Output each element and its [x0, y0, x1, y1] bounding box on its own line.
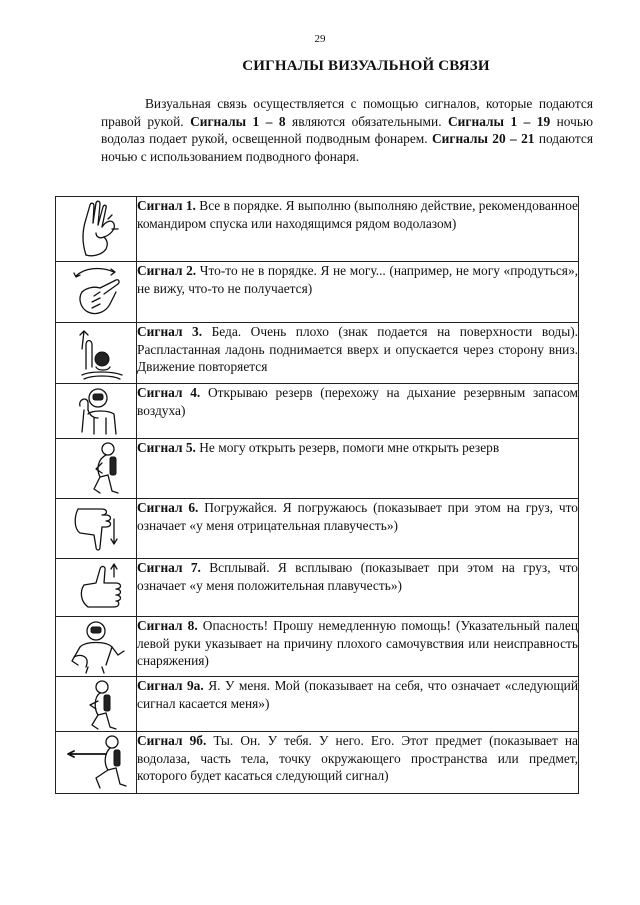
signal-picture-cell [56, 559, 137, 617]
page-title: СИГНАЛЫ ВИЗУАЛЬНОЙ СВЯЗИ [242, 58, 490, 74]
signal-row [56, 323, 579, 384]
signal-text: Всплывай. Я всплываю (показывает при этом на груз, что означает «у меня положительная плавучесть») [137, 560, 578, 593]
intro-bold-3: Сигналы 20 – 21 [431, 131, 535, 146]
signal-row [56, 262, 579, 323]
signal-text: Я. У меня. Мой (показывает на себя, что означает «следующий сигнал касается меня») [137, 678, 578, 711]
signal-label: Сигнал 6. [137, 500, 199, 515]
intro-text-2: являются обязательными. [285, 113, 449, 129]
diver-reserve-icon [56, 439, 136, 498]
signal-description [137, 677, 579, 732]
signal-row [56, 559, 579, 617]
signal-picture-cell [56, 439, 137, 499]
signal-picture-cell [56, 384, 137, 439]
intro-paragraph [101, 95, 593, 165]
signal-picture-cell [56, 197, 137, 262]
signal-text: Открываю резерв (перехожу на дыхание резервным запасом воздуха) [137, 385, 578, 418]
ok-hand-icon [56, 197, 136, 261]
signal-row [56, 677, 579, 732]
rocking-hand-icon [56, 262, 136, 322]
signal-description [137, 617, 579, 677]
signal-label: Сигнал 7. [137, 560, 201, 575]
signal-description [137, 197, 579, 262]
signal-label: Сигнал 2. [137, 263, 197, 278]
signal-picture-cell [56, 262, 137, 323]
signal-label: Сигнал 5. [137, 440, 196, 455]
signal-label: Сигнал 9б. [137, 733, 207, 748]
thumb-up-icon [56, 559, 136, 616]
page-number: 29 [314, 33, 326, 45]
signal-description [137, 499, 579, 559]
signal-label: Сигнал 8. [137, 618, 198, 633]
signal-label: Сигнал 3. [137, 324, 203, 339]
signal-text: Беда. Очень плохо (знак подается на поверхности воды). Распластанная ладонь поднимается вверх и опускается через сторону вниз. Движение повторяется [137, 324, 578, 374]
signal-row [56, 439, 579, 499]
signal-text: Все в порядке. Я выполню (выполняю действие, рекомендованное командиром спуска или находящимся рядом водолазом) [137, 198, 578, 231]
signal-text: Опасность! Прошу немедленную помощь! (Указательный палец левой руки указывает на причину плохого самочувствия или неисправность снаряжения) [137, 618, 578, 668]
signal-row [56, 499, 579, 559]
diver-pointing-icon [56, 732, 136, 793]
intro-text-4: подаются ночью с использованием подводного фонаря. [101, 131, 593, 164]
intro-bold-2: Сигналы 1 – 19 [448, 113, 551, 129]
signal-text: Ты. Он. У тебя. У него. Его. Этот предмет (показывает на водолаза, часть тела, точку окружающего пространства или предмет, которого будет касаться следующий сигнал) [137, 733, 579, 783]
signal-picture-cell [56, 617, 137, 677]
signals-table [55, 196, 579, 794]
signal-description [137, 559, 579, 617]
diver-danger-icon [56, 617, 136, 676]
diver-fist-icon [56, 384, 136, 438]
signal-text: Что-то не в порядке. Я не могу... (например, не могу «продуться», не вижу, что-то не получается) [137, 263, 578, 296]
signal-row [56, 197, 579, 262]
signal-row [56, 617, 579, 677]
signal-text: Погружайся. Я погружаюсь (показывает при этом на груз, что означает «у меня отрицательная плавучесть») [137, 500, 578, 533]
signal-label: Сигнал 9а. [137, 678, 204, 693]
signal-description [137, 732, 579, 794]
diver-waving-icon [56, 323, 136, 383]
signal-text: Не могу открыть резерв, помоги мне открыть резерв [195, 440, 500, 455]
intro-text-3: ночью водолаз подает рукой, освещенной подводным фонарем. [101, 113, 594, 146]
thumb-down-icon [56, 499, 136, 558]
signal-description [137, 384, 579, 439]
signal-picture-cell [56, 323, 137, 384]
signal-description [137, 323, 579, 384]
diver-self-icon [56, 677, 136, 731]
signal-picture-cell [56, 677, 137, 732]
signal-description [137, 262, 579, 323]
signal-picture-cell [56, 499, 137, 559]
intro-text-1: Визуальная связь осуществляется с помощью сигналов, которые подаются правой рукой. [101, 96, 593, 129]
signal-row [56, 384, 579, 439]
signal-label: Сигнал 4. [137, 385, 201, 400]
intro-bold-1: Сигналы 1 – 8 [190, 113, 286, 129]
signal-picture-cell [56, 732, 137, 794]
signal-description [137, 439, 579, 499]
signal-row [56, 732, 579, 794]
signal-label: Сигнал 1. [137, 198, 196, 213]
